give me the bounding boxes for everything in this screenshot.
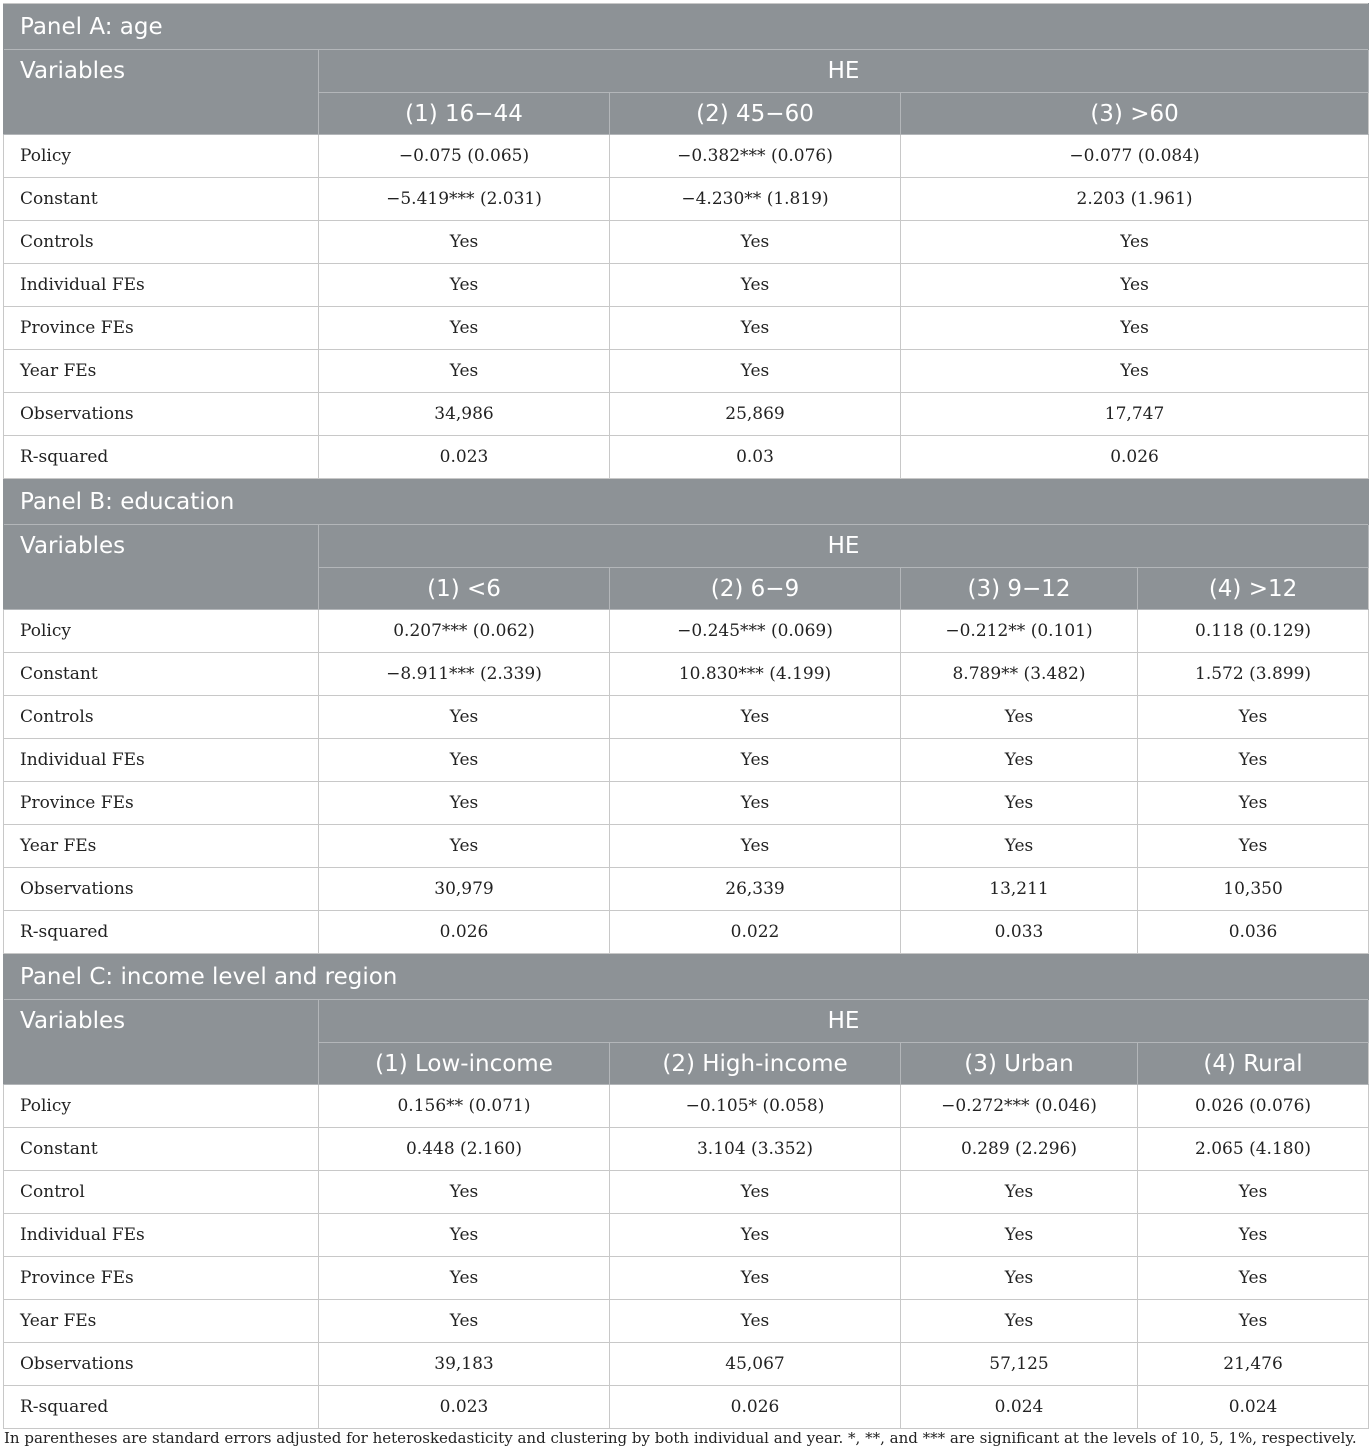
cell: 0.023 xyxy=(319,436,610,479)
panel-c-col-3: (3) Urban xyxy=(901,1043,1138,1085)
panel-b-group-label: HE xyxy=(319,525,1369,568)
panel-a-title: Panel A: age xyxy=(4,4,1369,50)
cell: 0.03 xyxy=(610,436,901,479)
table-row xyxy=(4,1171,1369,1214)
cell: −8.911*** (2.339) xyxy=(319,653,610,696)
row-label: Constant xyxy=(4,1128,319,1171)
row-label: Individual FEs xyxy=(4,264,319,307)
cell: Yes xyxy=(901,739,1138,782)
cell: −0.075 (0.065) xyxy=(319,135,610,178)
panel-b-col-2: (2) 6−9 xyxy=(610,568,901,610)
cell: −0.077 (0.084) xyxy=(901,135,1369,178)
row-label: Year FEs xyxy=(4,825,319,868)
cell: 2.065 (4.180) xyxy=(1138,1128,1369,1171)
table-row xyxy=(4,178,1369,221)
table-row xyxy=(4,350,1369,393)
cell: Yes xyxy=(319,264,610,307)
cell: Yes xyxy=(901,1300,1138,1343)
row-label: Policy xyxy=(4,610,319,653)
panel-c-col-2: (2) High-income xyxy=(610,1043,901,1085)
cell: Yes xyxy=(319,825,610,868)
panel-a-col-3: (3) >60 xyxy=(901,93,1369,135)
table-row xyxy=(4,221,1369,264)
cell: Yes xyxy=(1138,1257,1369,1300)
panel-b-title: Panel B: education xyxy=(4,479,1369,525)
cell: 0.289 (2.296) xyxy=(901,1128,1138,1171)
cell: 0.448 (2.160) xyxy=(319,1128,610,1171)
panel-c-variables-label: Variables xyxy=(4,1000,319,1085)
row-label: Policy xyxy=(4,1085,319,1128)
table-row xyxy=(4,135,1369,178)
table-row xyxy=(4,1128,1369,1171)
panel-a-title-row xyxy=(4,4,1369,50)
cell: −5.419*** (2.031) xyxy=(319,178,610,221)
cell: 30,979 xyxy=(319,868,610,911)
table-row xyxy=(4,696,1369,739)
table-row xyxy=(4,1214,1369,1257)
cell: Yes xyxy=(1138,696,1369,739)
table-row xyxy=(4,825,1369,868)
row-label: Province FEs xyxy=(4,307,319,350)
cell: 57,125 xyxy=(901,1343,1138,1386)
cell: 0.026 xyxy=(901,436,1369,479)
cell: Yes xyxy=(610,307,901,350)
cell: 0.033 xyxy=(901,911,1138,954)
row-label: Observations xyxy=(4,393,319,436)
cell: Yes xyxy=(319,782,610,825)
row-label: Observations xyxy=(4,868,319,911)
table-row xyxy=(4,782,1369,825)
cell: Yes xyxy=(610,264,901,307)
table-row xyxy=(4,436,1369,479)
cell: 8.789** (3.482) xyxy=(901,653,1138,696)
cell: Yes xyxy=(901,696,1138,739)
cell: 0.023 xyxy=(319,1386,610,1429)
table-row xyxy=(4,1300,1369,1343)
panel-b-col-3: (3) 9−12 xyxy=(901,568,1138,610)
cell: −0.382*** (0.076) xyxy=(610,135,901,178)
panel-a-variables-label: Variables xyxy=(4,50,319,135)
cell: Yes xyxy=(610,221,901,264)
panel-b-header-row xyxy=(4,525,1369,568)
cell: 0.024 xyxy=(1138,1386,1369,1429)
table-row xyxy=(4,911,1369,954)
cell: 0.156** (0.071) xyxy=(319,1085,610,1128)
panel-b-title-row xyxy=(4,479,1369,525)
cell: 10,350 xyxy=(1138,868,1369,911)
row-label: Observations xyxy=(4,1343,319,1386)
cell: −0.212** (0.101) xyxy=(901,610,1138,653)
row-label: Individual FEs xyxy=(4,1214,319,1257)
cell: Yes xyxy=(610,825,901,868)
results-table xyxy=(3,3,1369,1429)
cell: Yes xyxy=(1138,1171,1369,1214)
panel-c-header-row xyxy=(4,1000,1369,1043)
cell: Yes xyxy=(319,307,610,350)
cell: Yes xyxy=(319,739,610,782)
row-label: Year FEs xyxy=(4,1300,319,1343)
panel-b-col-1: (1) <6 xyxy=(319,568,610,610)
table-row xyxy=(4,1257,1369,1300)
cell: 10.830*** (4.199) xyxy=(610,653,901,696)
row-label: Province FEs xyxy=(4,782,319,825)
cell: Yes xyxy=(1138,739,1369,782)
row-label: Controls xyxy=(4,696,319,739)
table-row xyxy=(4,307,1369,350)
cell: Yes xyxy=(610,1171,901,1214)
panel-c-col-4: (4) Rural xyxy=(1138,1043,1369,1085)
cell: Yes xyxy=(319,1214,610,1257)
row-label: Controls xyxy=(4,221,319,264)
cell: 45,067 xyxy=(610,1343,901,1386)
cell: 13,211 xyxy=(901,868,1138,911)
table-footnote: In parentheses are standard errors adjusted for heteroskedasticity and clustering by both individual and year. *, **, and *** are significant at the levels of 10, 5, 1%, respectively. xyxy=(4,1429,1357,1447)
cell: Yes xyxy=(319,1300,610,1343)
cell: Yes xyxy=(610,350,901,393)
cell: Yes xyxy=(901,825,1138,868)
panel-c-col-1: (1) Low-income xyxy=(319,1043,610,1085)
table-row xyxy=(4,393,1369,436)
panel-a-header-row xyxy=(4,50,1369,93)
table-row xyxy=(4,610,1369,653)
panel-a-col-1: (1) 16−44 xyxy=(319,93,610,135)
table-row xyxy=(4,868,1369,911)
cell: Yes xyxy=(1138,1300,1369,1343)
cell: Yes xyxy=(610,696,901,739)
cell: Yes xyxy=(1138,1214,1369,1257)
panel-c-title: Panel C: income level and region xyxy=(4,954,1369,1000)
cell: 0.026 xyxy=(319,911,610,954)
cell: 0.207*** (0.062) xyxy=(319,610,610,653)
row-label: Policy xyxy=(4,135,319,178)
row-label: Control xyxy=(4,1171,319,1214)
row-label: Individual FEs xyxy=(4,739,319,782)
cell: −0.105* (0.058) xyxy=(610,1085,901,1128)
cell: Yes xyxy=(901,782,1138,825)
table-row xyxy=(4,653,1369,696)
cell: Yes xyxy=(901,264,1369,307)
row-label: R-squared xyxy=(4,911,319,954)
cell: Yes xyxy=(610,1214,901,1257)
row-label: Year FEs xyxy=(4,350,319,393)
table-row xyxy=(4,1343,1369,1386)
cell: Yes xyxy=(610,782,901,825)
row-label: R-squared xyxy=(4,436,319,479)
cell: Yes xyxy=(319,350,610,393)
cell: Yes xyxy=(610,1257,901,1300)
cell: Yes xyxy=(610,739,901,782)
cell: 2.203 (1.961) xyxy=(901,178,1369,221)
cell: 0.026 (0.076) xyxy=(1138,1085,1369,1128)
panel-b-col-4: (4) >12 xyxy=(1138,568,1369,610)
cell: 39,183 xyxy=(319,1343,610,1386)
cell: 0.024 xyxy=(901,1386,1138,1429)
cell: 25,869 xyxy=(610,393,901,436)
cell: −0.245*** (0.069) xyxy=(610,610,901,653)
cell: 0.118 (0.129) xyxy=(1138,610,1369,653)
cell: 0.026 xyxy=(610,1386,901,1429)
cell: 3.104 (3.352) xyxy=(610,1128,901,1171)
panel-c-group-label: HE xyxy=(319,1000,1369,1043)
table-row xyxy=(4,739,1369,782)
table-row xyxy=(4,1085,1369,1128)
cell: −0.272*** (0.046) xyxy=(901,1085,1138,1128)
cell: 26,339 xyxy=(610,868,901,911)
cell: 0.022 xyxy=(610,911,901,954)
cell: Yes xyxy=(319,221,610,264)
cell: Yes xyxy=(319,696,610,739)
row-label: Constant xyxy=(4,178,319,221)
cell: Yes xyxy=(610,1300,901,1343)
cell: Yes xyxy=(901,350,1369,393)
cell: −4.230** (1.819) xyxy=(610,178,901,221)
row-label: R-squared xyxy=(4,1386,319,1429)
cell: Yes xyxy=(901,307,1369,350)
cell: Yes xyxy=(901,1257,1138,1300)
cell: Yes xyxy=(319,1257,610,1300)
cell: Yes xyxy=(901,221,1369,264)
row-label: Province FEs xyxy=(4,1257,319,1300)
cell: Yes xyxy=(901,1214,1138,1257)
panel-c-title-row xyxy=(4,954,1369,1000)
table-row xyxy=(4,264,1369,307)
panel-b-variables-label: Variables xyxy=(4,525,319,610)
table-row xyxy=(4,1386,1369,1429)
cell: Yes xyxy=(1138,825,1369,868)
cell: 34,986 xyxy=(319,393,610,436)
cell: 21,476 xyxy=(1138,1343,1369,1386)
cell: Yes xyxy=(319,1171,610,1214)
cell: Yes xyxy=(1138,782,1369,825)
cell: 1.572 (3.899) xyxy=(1138,653,1369,696)
panel-a-group-label: HE xyxy=(319,50,1369,93)
row-label: Constant xyxy=(4,653,319,696)
panel-a-col-2: (2) 45−60 xyxy=(610,93,901,135)
cell: 17,747 xyxy=(901,393,1369,436)
cell: 0.036 xyxy=(1138,911,1369,954)
cell: Yes xyxy=(901,1171,1138,1214)
